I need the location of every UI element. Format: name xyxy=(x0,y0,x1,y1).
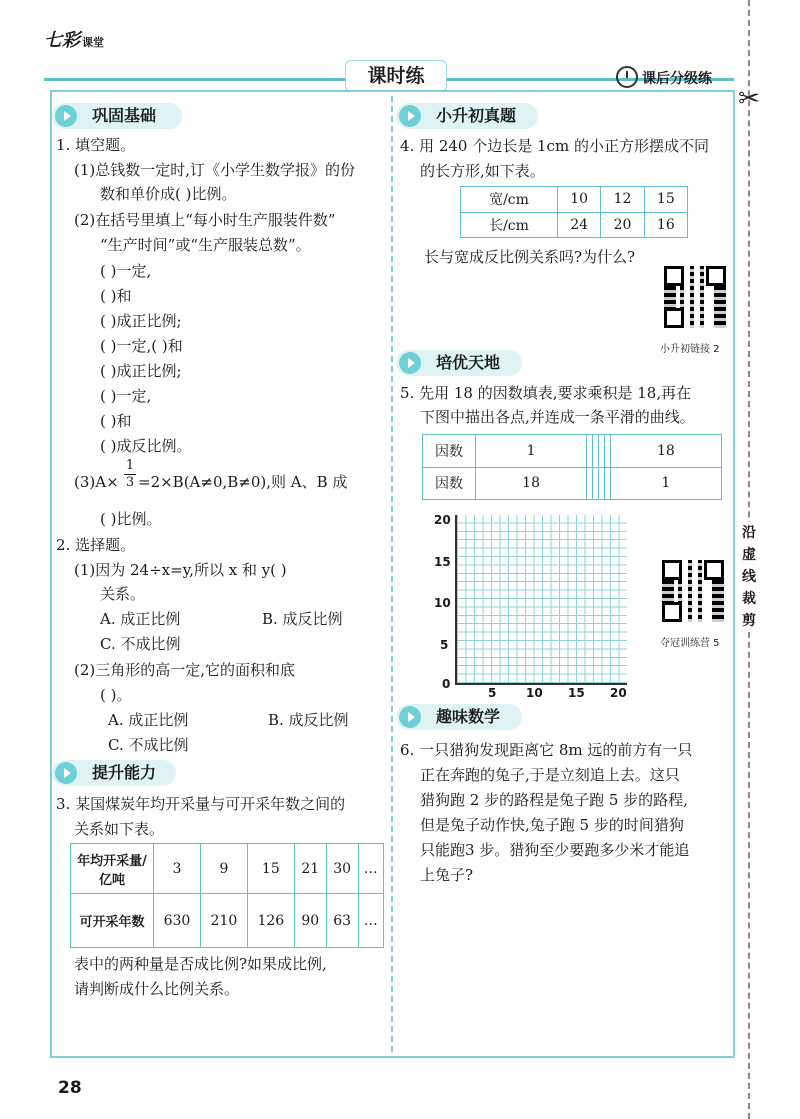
play-icon xyxy=(55,762,77,784)
y-tick-label: 5 xyxy=(440,638,449,652)
page-subtitle: 课后分级练 xyxy=(642,71,712,87)
table-header-cell: 可开采年数 xyxy=(71,894,154,948)
q6-line: 只能跑3 步。猎狗至少要跑多少米才能追 xyxy=(420,841,690,859)
table-cell: 3 xyxy=(154,844,201,894)
q3-title: 3. 某国煤炭年均开采量与可开采年数之间的 xyxy=(56,795,346,813)
table-header-cell: 因数 xyxy=(423,467,476,500)
q6-line: 但是兔子动作快,兔子跑 5 步的时间猎狗 xyxy=(420,816,684,834)
play-icon xyxy=(399,706,421,728)
section-header-advanced: 培优天地 xyxy=(396,350,522,376)
q1-blank-line: ( )成正比例; xyxy=(100,312,182,330)
q6-line: 正在奔跑的兔子,于是立刻追上去。这只 xyxy=(420,766,680,784)
q6-line: 上兔子? xyxy=(420,866,474,884)
q2-option-b: B. 成反比例 xyxy=(262,610,343,628)
fraction-one-third: 1 3 xyxy=(125,458,135,490)
q1-blank-line: ( )成反比例。 xyxy=(100,437,192,455)
table-cell: … xyxy=(358,844,383,894)
section-header-basics: 巩固基础 xyxy=(52,103,182,129)
table-cell: 9 xyxy=(200,844,247,894)
q5-title: 5. 先用 18 的因数填表,要求乘积是 18,再在 xyxy=(400,384,692,402)
clock-icon xyxy=(616,66,638,88)
table-cell: 12 xyxy=(601,187,644,213)
q1-part1-line1: (1)总钱数一定时,订《小学生数学报》的份 xyxy=(74,161,356,179)
table-cell: 18 xyxy=(476,467,587,500)
table-cell: … xyxy=(358,894,383,948)
y-tick-label: 10 xyxy=(434,596,451,610)
table-cell: 210 xyxy=(200,894,247,948)
q4-question: 长与宽成反比例关系吗?为什么? xyxy=(424,248,636,266)
x-tick-label: 10 xyxy=(526,686,543,700)
q6-line: 6. 一只猎狗发现距离它 8m 远的前方有一只 xyxy=(400,741,693,759)
table-cell: 90 xyxy=(294,894,326,948)
table-cell: 630 xyxy=(154,894,201,948)
q4-title: 4. 用 240 个边长是 1cm 的小正方形摆成不同 xyxy=(400,137,709,155)
q1-title: 1. 填空题。 xyxy=(56,136,136,154)
q2-option-a: A. 成正比例 xyxy=(108,711,189,729)
q2-part1-line2: 关系。 xyxy=(100,585,146,603)
q1-blank-line: ( )和 xyxy=(100,287,132,305)
cut-instruction: 沿虚线裁剪 xyxy=(738,522,760,632)
section-header-ability: 提升能力 xyxy=(52,760,176,786)
table-header-cell: 宽/cm xyxy=(461,187,558,213)
q1-part3-b: =2×B(A≠0,B≠0),则 A、B 成 xyxy=(138,473,348,491)
page-number: 28 xyxy=(58,1078,82,1098)
column-divider xyxy=(391,96,393,1052)
q5-title-line2: 下图中描出各点,并连成一条平滑的曲线。 xyxy=(420,408,695,426)
q6-line: 猎狗跑 2 步的路程是兔子跑 5 步的路程, xyxy=(420,791,688,809)
factor-table xyxy=(422,434,722,500)
q1-blank-line: ( )成正比例; xyxy=(100,362,182,380)
y-tick-label: 0 xyxy=(442,677,451,691)
table-cell: 15 xyxy=(644,187,687,213)
x-tick-label: 5 xyxy=(488,686,497,700)
table-cell: 10 xyxy=(558,187,601,213)
q2-part2-line1: (2)三角形的高一定,它的面积和底 xyxy=(74,661,296,679)
q1-blank-line: ( )一定,( )和 xyxy=(100,337,183,355)
table-cell: 21 xyxy=(294,844,326,894)
y-tick-label: 15 xyxy=(434,555,451,569)
brand-logo: 七彩 课堂 xyxy=(44,30,104,51)
play-icon xyxy=(55,105,77,127)
q1-part3-a: (3)A× xyxy=(74,473,119,491)
scissors-icon: ✂ xyxy=(738,84,760,114)
q2-part2-line2: ( )。 xyxy=(100,686,132,704)
table-header-cell: 长/cm xyxy=(461,212,558,238)
q2-option-c: C. 不成比例 xyxy=(108,736,189,754)
page-title: 课时练 xyxy=(345,60,447,92)
play-icon xyxy=(399,352,421,374)
coordinate-grid xyxy=(455,515,627,685)
q3-title-line2: 关系如下表。 xyxy=(74,820,165,838)
table-cell: 1 xyxy=(476,435,587,468)
table-header-cell: 年均开采量/亿吨 xyxy=(71,844,154,894)
table-cell: 30 xyxy=(326,844,358,894)
q2-option-b: B. 成反比例 xyxy=(268,711,349,729)
play-icon xyxy=(399,105,421,127)
table-cell: 20 xyxy=(601,212,644,238)
x-tick-label: 15 xyxy=(568,686,585,700)
y-tick-label: 20 xyxy=(434,513,451,527)
qr-code-icon[interactable] xyxy=(664,266,726,328)
table-header-cell: 因数 xyxy=(423,435,476,468)
q1-blank-line: ( )和 xyxy=(100,412,132,430)
q1-part2-line1: (2)在括号里填上“每小时生产服装件数” xyxy=(74,211,336,229)
q1-blank-line: ( )一定, xyxy=(100,387,152,405)
q1-part2-line2: “生产时间”或“生产服装总数”。 xyxy=(100,236,311,254)
coal-table xyxy=(70,843,384,948)
rectangle-table xyxy=(460,186,688,238)
q1-part1-line2: 数和单价成( )比例。 xyxy=(100,185,237,203)
q2-option-c: C. 不成比例 xyxy=(100,635,181,653)
q3-question-line1: 表中的两种量是否成比例?如果成比例, xyxy=(74,955,327,973)
section-header-exam: 小升初真题 xyxy=(396,103,538,129)
table-cell: 18 xyxy=(610,435,721,468)
q1-part3-c: ( )比例。 xyxy=(100,510,162,528)
qr-caption: 小升初链接 2 xyxy=(660,344,720,355)
q2-title: 2. 选择题。 xyxy=(56,536,136,554)
q2-part1-line1: (1)因为 24÷x=y,所以 x 和 y( ) xyxy=(74,561,287,579)
table-cell: 24 xyxy=(558,212,601,238)
qr-caption: 夺冠训练营 5 xyxy=(660,638,720,649)
q2-option-a: A. 成正比例 xyxy=(100,610,181,628)
q1-blank-line: ( )一定, xyxy=(100,262,152,280)
table-cell: 63 xyxy=(326,894,358,948)
table-cell: 16 xyxy=(644,212,687,238)
q3-question-line2: 请判断成什么比例关系。 xyxy=(74,980,240,998)
x-tick-label: 20 xyxy=(610,686,627,700)
section-header-fun-math: 趣味数学 xyxy=(396,704,522,730)
qr-code-icon[interactable] xyxy=(662,560,724,622)
table-cell: 15 xyxy=(247,844,294,894)
table-cell: 1 xyxy=(610,467,721,500)
table-cell: 126 xyxy=(247,894,294,948)
q4-title-line2: 的长方形,如下表。 xyxy=(420,162,545,180)
